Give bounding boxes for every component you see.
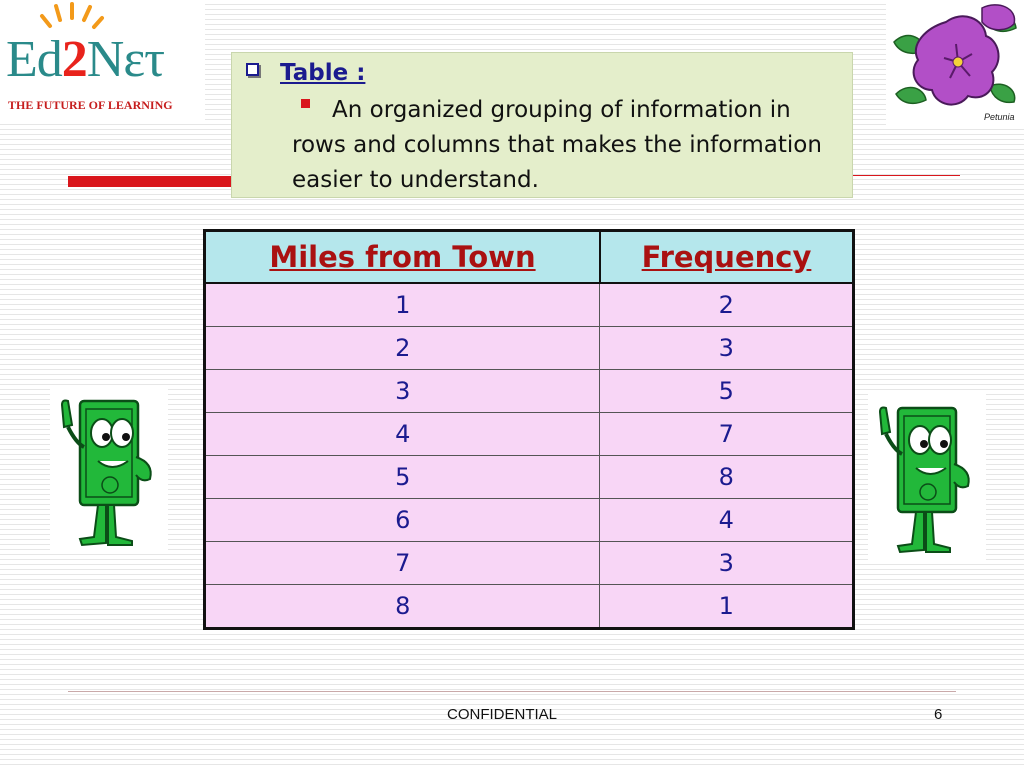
table-row [205, 283, 854, 327]
dollar-bill-mascot-icon [50, 387, 168, 553]
logo-tagline: THE FUTURE OF LEARNING [8, 98, 173, 112]
frequency-table [203, 229, 855, 630]
definition-box [231, 52, 853, 198]
table-row [205, 499, 854, 542]
table-row [205, 413, 854, 456]
accent-line [852, 175, 960, 176]
definition-title: Table : [280, 60, 366, 86]
header-miles: Miles from Town [205, 231, 600, 284]
table-header-row [205, 231, 854, 284]
table-row [205, 327, 854, 370]
checkbox-bullet-icon [246, 63, 259, 76]
frequency-cell: 5 [600, 370, 854, 413]
miles-cell: 8 [205, 585, 600, 629]
miles-cell: 6 [205, 499, 600, 542]
petunia-flower-image [886, 2, 1024, 128]
miles-cell: 5 [205, 456, 600, 499]
footer-divider [68, 691, 956, 692]
frequency-cell: 3 [600, 542, 854, 585]
flower-caption: Petunia [984, 112, 1015, 122]
definition-text: An organized grouping of information in rows and columns that makes the information easier to understand. [292, 97, 822, 193]
dollar-bill-mascot-icon [868, 394, 986, 560]
frequency-cell: 2 [600, 283, 854, 327]
petunia-flower-icon [886, 2, 1024, 128]
miles-cell: 3 [205, 370, 600, 413]
miles-cell: 1 [205, 283, 600, 327]
mascot-right [868, 394, 986, 560]
ed2net-logo [0, 0, 205, 120]
miles-cell: 2 [205, 327, 600, 370]
miles-cell: 4 [205, 413, 600, 456]
table-row [205, 456, 854, 499]
accent-bar [68, 176, 232, 187]
table-row [205, 370, 854, 413]
logo-wordmark: Ed2Nετ [6, 31, 165, 88]
frequency-cell: 4 [600, 499, 854, 542]
frequency-cell: 1 [600, 585, 854, 629]
slide-number: 6 [934, 706, 943, 723]
frequency-cell: 7 [600, 413, 854, 456]
table-row [205, 542, 854, 585]
miles-cell: 7 [205, 542, 600, 585]
frequency-cell: 3 [600, 327, 854, 370]
mascot-left [50, 387, 168, 553]
table-row [205, 585, 854, 629]
footer-confidential: CONFIDENTIAL [447, 706, 558, 723]
header-frequency: Frequency [600, 231, 854, 284]
frequency-cell: 8 [600, 456, 854, 499]
